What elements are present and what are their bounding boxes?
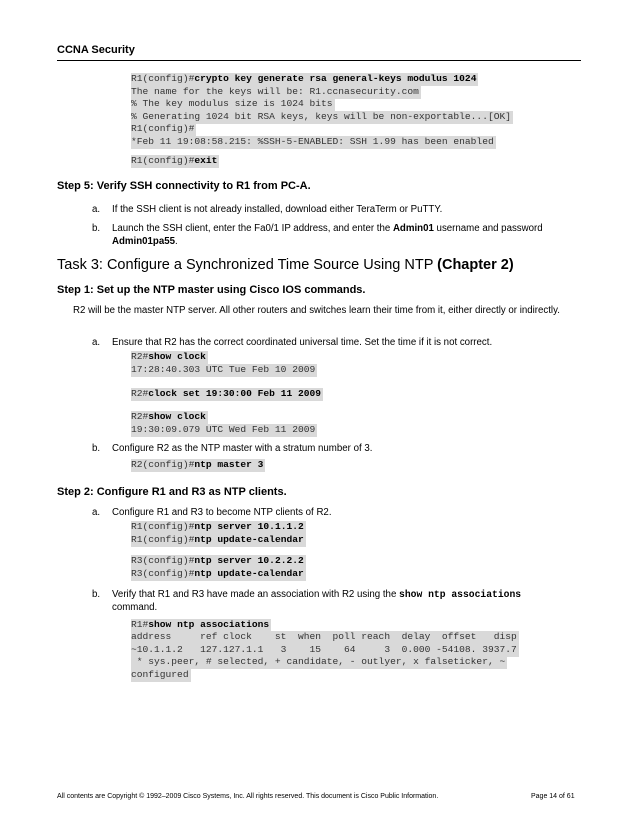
running-header: CCNA Security bbox=[57, 44, 135, 56]
code-line: ~10.1.1.2 127.127.1.1 3 15 64 3 0.000 -54108. 3937.7 bbox=[131, 644, 517, 655]
task-heading: Task 3: Configure a Synchronized Time Source Using NTP (Chapter 2) bbox=[57, 257, 514, 273]
code-line: R1(config)#exit bbox=[131, 155, 218, 166]
paragraph: R2 will be the master NTP server. All other routers and switches learn their time from it, either directly or indirectly. bbox=[73, 305, 560, 316]
code-line: R2#clock set 19:30:00 Feb 11 2009 bbox=[131, 388, 321, 399]
code-line: % The key modulus size is 1024 bits bbox=[131, 98, 333, 109]
step-heading: Step 1: Set up the NTP master using Cisco IOS commands. bbox=[57, 284, 366, 296]
step-heading: Step 5: Verify SSH connectivity to R1 from PC-A. bbox=[57, 180, 311, 192]
code-line: R3(config)#ntp update-calendar bbox=[131, 568, 304, 579]
code-line: *Feb 11 19:08:58.215: %SSH-5-ENABLED: SSH 1.99 has been enabled bbox=[131, 136, 494, 147]
code-line: R1(config)#crypto key generate rsa general-keys modulus 1024 bbox=[131, 73, 477, 84]
code-line: 19:30:09.079 UTC Wed Feb 11 2009 bbox=[131, 424, 316, 435]
step-heading: Step 2: Configure R1 and R3 as NTP clients. bbox=[57, 486, 287, 498]
header-rule bbox=[57, 60, 581, 61]
code-line: R3(config)#ntp server 10.2.2.2 bbox=[131, 555, 304, 566]
code-line: R1(config)#ntp server 10.1.1.2 bbox=[131, 521, 304, 532]
code-line: R2#show clock bbox=[131, 411, 206, 422]
code-line: The name for the keys will be: R1.ccnasecurity.com bbox=[131, 86, 419, 97]
code-line: R1#show ntp associations bbox=[131, 619, 270, 630]
code-line: % Generating 1024 bit RSA keys, keys will be non-exportable...[OK] bbox=[131, 111, 511, 122]
code-line: R1(config)#ntp update-calendar bbox=[131, 534, 304, 545]
code-line: R2(config)#ntp master 3 bbox=[131, 459, 264, 470]
page-number: Page 14 of 61 bbox=[531, 793, 575, 800]
code-line: 17:28:40.303 UTC Tue Feb 10 2009 bbox=[131, 364, 316, 375]
footer-copyright: All contents are Copyright © 1992–2009 Cisco Systems, Inc. All rights reserved. This document is Cisco Public Information. bbox=[57, 793, 439, 800]
code-line: address ref clock st when poll reach delay offset disp bbox=[131, 631, 517, 642]
code-line: R2#show clock bbox=[131, 351, 206, 362]
code-line: R1(config)# bbox=[131, 123, 195, 134]
code-line: configured bbox=[131, 669, 189, 680]
code-line: * sys.peer, # selected, + candidate, - outlyer, x falseticker, ~ bbox=[131, 656, 506, 667]
